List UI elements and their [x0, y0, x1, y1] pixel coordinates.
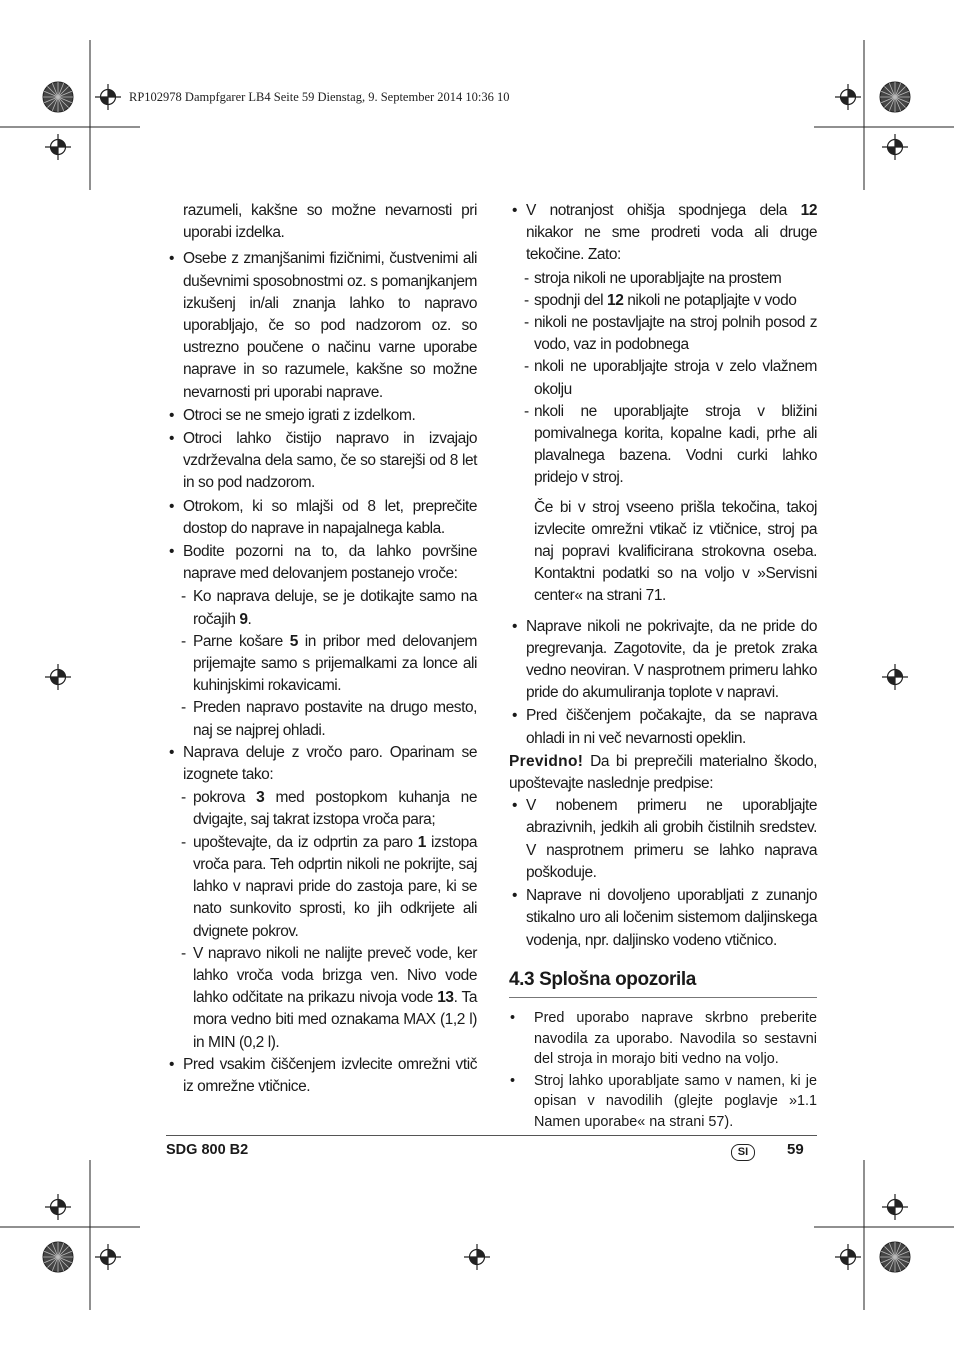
dash-item: - nkoli ne uporabljajte stroja v zelo vlažnem okolju: [524, 358, 817, 398]
dash-icon: -: [524, 269, 529, 287]
list-item: • Osebe z zmanjšanimi fizičnimi, čustvenimi ali duševnimi sposobnostmi oz. s pomanjkanjem izkušenj in/ali znanja lahko to napravo uporabljajo, če so pod nadzorom oz. so ustrezno poučene o načinu varne uporabe naprave in so razumele, kakšne so možne nevarnosti pri uporabi naprave.: [169, 250, 477, 401]
dash-icon: -: [181, 944, 186, 962]
dash-icon: -: [181, 588, 186, 606]
list-item: • Pred čiščenjem počakajte, da se naprava ohladi in ni več nevarnosti opeklin.: [512, 707, 817, 747]
list-item: • Pred vsakim čiščenjem izvlecite omrežni vtič iz omrežne vtičnice.: [169, 1055, 477, 1095]
bullet-icon: •: [169, 1055, 174, 1073]
dash-item: - spodnji del 12 nikoli ne potapljajte v vodo: [509, 290, 817, 312]
caution-paragraph: Previdno! Da bi preprečili materialno škodo, upoštevajte naslednje predpise:: [509, 752, 817, 793]
dash-icon: -: [524, 314, 529, 332]
bullet-icon: •: [169, 743, 174, 761]
dash-icon: -: [181, 699, 186, 717]
dash-item: - Preden napravo postavite na drugo mesto, naj se najprej ohladi.: [181, 699, 477, 739]
dash-item: - nikoli ne postavljajte na stroj polnih posod z vodo, vaz in podobnega: [524, 314, 817, 354]
dash-icon: -: [181, 632, 186, 650]
dash-item: - Parne košare 5 in pribor med delovanjem prijemajte samo s prijemalkami za lonce ali kuhinjskimi rokavicami.: [181, 632, 478, 695]
right-column: [509, 200, 817, 1133]
intro-continuation: razumeli, kakšne so možne nevarnosti pri uporabi izdelka.: [183, 202, 477, 242]
dash-icon: -: [524, 291, 529, 309]
list-item: • Otrokom, ki so mlajši od 8 let, preprečite dostop do naprave in napajalnega kabla.: [169, 497, 477, 537]
dash-item: - V napravo nikoli ne nalijte preveč vode, ker lahko vroča voda brizga ven. Nivo vode lahko odčitate na prikazu nivoja vode 13. Ta mora vedno biti med oznakama MAX (1,2 l) in MIN (0,2 l).: [181, 944, 477, 1051]
bullet-icon: •: [169, 406, 174, 424]
list-item: • Stroj lahko uporabljate samo v namen, ki je opisan v navodilih (glejte poglavje »1.1 Namen uporabe« na strani 57).: [510, 1072, 817, 1130]
list-item: • Naprave nikoli ne pokrivajte, da ne pride do pregrevanja. Zagotovite, da je pretok zraka vedno neoviran. V nasprotnem primeru lahko pride do akumuliranja toplote v napravi.: [512, 617, 817, 702]
list-item: • Bodite pozorni na to, da lahko površine naprave med delovanjem postanejo vroče:: [169, 543, 477, 583]
dash-item: - pokrova 3 med postopkom kuhanja ne dvigajte, saj takrat izstopa vroča para;: [181, 789, 477, 829]
bullet-icon: •: [169, 430, 174, 448]
print-info-header: RP102978 Dampfgarer LB4 Seite 59 Dienstag, 9. September 2014 10:36 10: [129, 90, 510, 104]
page-number: 59: [787, 1141, 804, 1158]
dash-icon: -: [181, 833, 186, 851]
list-item: • Pred uporabo naprave skrbno preberite navodila za uporabo. Navodila so sestavni del stroja in morajo biti vedno na voljo.: [510, 1009, 817, 1068]
footer-divider: [166, 1135, 817, 1136]
bullet-icon: •: [512, 707, 517, 725]
bullet-icon: •: [512, 797, 517, 815]
list-item: • Otroci lahko čistijo napravo in izvajajo vzdrževalna dela samo, če so starejši od 8 let in so pod nadzorom.: [169, 430, 477, 492]
bullet-icon: •: [169, 543, 174, 561]
bullet-icon: •: [512, 887, 517, 905]
caution-label: Previdno!: [509, 752, 584, 770]
dash-item: - stroja nikoli ne uporabljajte na prostem: [509, 268, 817, 290]
left-column: [166, 200, 477, 1099]
section-body: [509, 1008, 817, 1133]
language-badge: SI: [731, 1144, 755, 1161]
bullet-icon: •: [512, 617, 517, 635]
bullet-icon: •: [169, 250, 174, 268]
list-item: • Naprave ni dovoljeno uporabljati z zunanjo stikalno uro ali ločenim sistemom daljinskega vodenja, npr. daljinsko vodeno vtičnico.: [512, 887, 817, 949]
dash-item: - nkoli ne uporabljajte stroja v bližini pomivalnega korita, kopalne kadi, prhe ali plavalnega bazena. Vodni curki lahko pridejo v stroj.: [524, 402, 817, 487]
list-item: • V notranjost ohišja spodnjega dela 12 nikakor ne sme prodreti voda ali druge tekočine. Zato:: [512, 202, 817, 264]
list-item: • Naprava deluje z vročo paro. Oparinam se izognete tako:: [169, 743, 477, 784]
list-item: • V nobenem primeru ne uporabljajte abrazivnih, jedkih ali grobih čistilnih sredstev. V nasprotnem primeru se lahko naprava poškoduje.: [512, 797, 817, 881]
bullet-icon: •: [510, 1009, 516, 1026]
list-item: • Otroci se ne smejo igrati z izdelkom.: [166, 405, 477, 427]
section-heading: 4.3 Splošna opozorila: [509, 969, 817, 998]
dash-item: - Ko naprava deluje, se je dotikajte samo na ročajih 9.: [181, 588, 477, 628]
bullet-icon: •: [169, 497, 174, 515]
dash-icon: -: [524, 358, 529, 376]
dash-icon: -: [181, 789, 186, 807]
bullet-icon: •: [510, 1072, 516, 1089]
footer-model: SDG 800 B2: [166, 1142, 249, 1158]
dash-icon: -: [524, 402, 529, 420]
bullet-icon: •: [512, 202, 517, 219]
water-note: Če bi v stroj vseeno prišla tekočina, takoj izvlecite omrežni vtikač iz vtičnice, stroj pa naj popravi kvalificirana strokovna oseba. Kontaktni podatki so na voljo v »Servisni center« na strani 71.: [534, 498, 817, 605]
dash-item: - upoštevajte, da iz odprtin za paro 1 izstopa vroča para. Teh odprtin nikoli ne pokrijte, saj lahko v napravi pride do zastoja pare, ki se nato sunkovito sprosti, ko jih odkrijete ali dvignete pokrov.: [181, 833, 477, 940]
